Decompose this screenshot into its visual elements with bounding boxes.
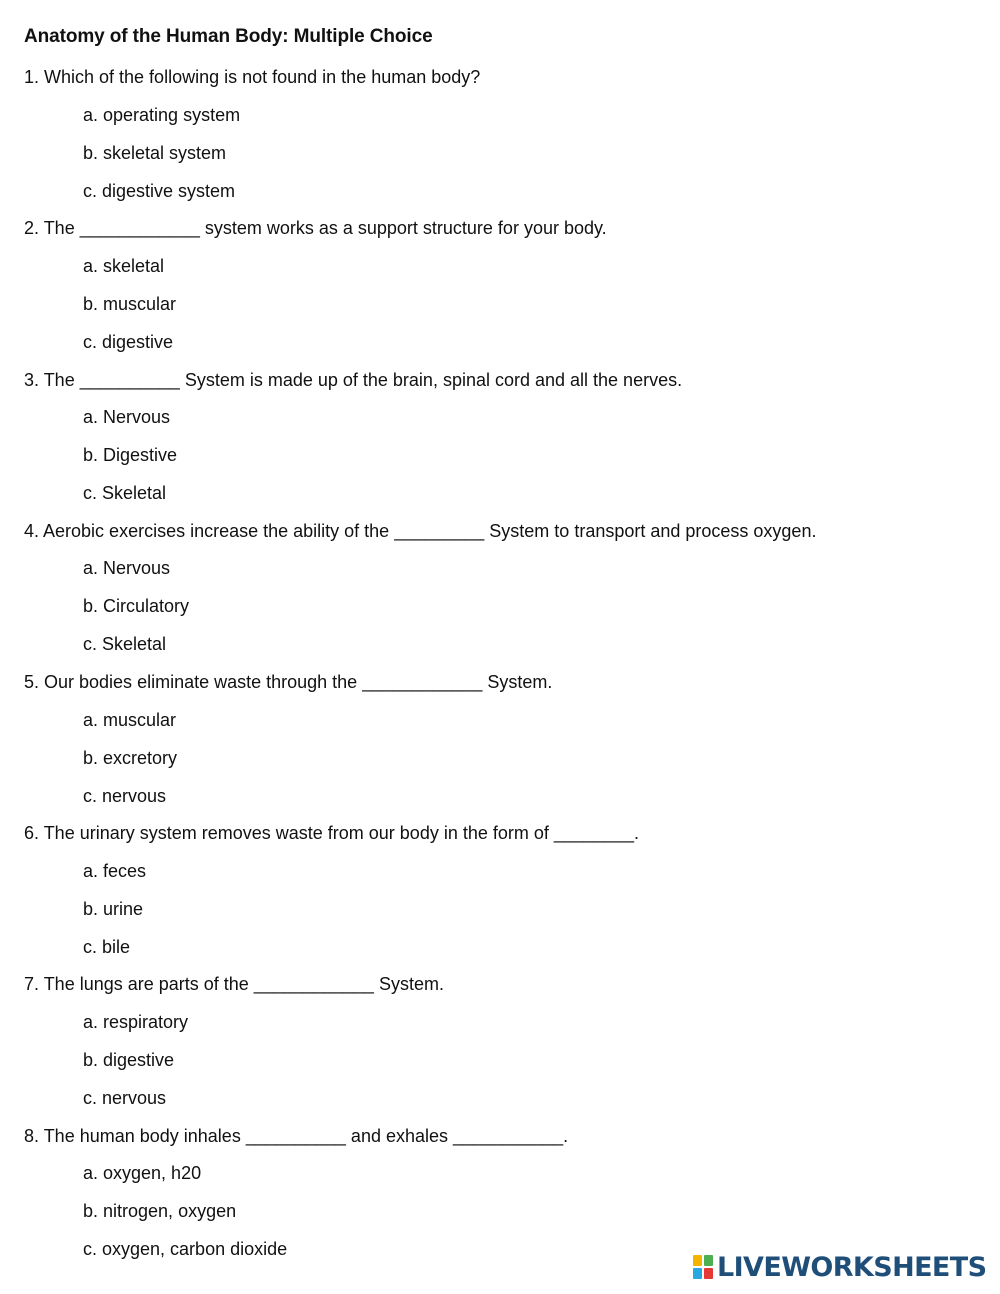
liveworksheets-logo-text: LIVEWORKSHEETS [717, 1252, 987, 1283]
question-1: 1. Which of the following is not found in the human body? [24, 67, 481, 87]
question-4: 4. Aerobic exercises increase the ability of the _________ System to transport and process oxygen. [24, 521, 817, 541]
option-1c[interactable]: c. digestive system [83, 181, 236, 201]
option-1a[interactable]: a. operating system [83, 105, 241, 125]
option-2a[interactable]: a. skeletal [83, 256, 165, 276]
question-5: 5. Our bodies eliminate waste through the ____________ System. [24, 672, 553, 692]
option-8b[interactable]: b. nitrogen, oxygen [83, 1201, 237, 1221]
option-4c[interactable]: c. Skeletal [83, 634, 167, 654]
question-8: 8. The human body inhales __________ and exhales ___________. [24, 1126, 569, 1146]
question-6: 6. The urinary system removes waste from our body in the form of ________. [24, 823, 639, 843]
option-6a[interactable]: a. feces [83, 861, 147, 881]
option-5c[interactable]: c. nervous [83, 786, 167, 806]
option-7a[interactable]: a. respiratory [83, 1012, 189, 1032]
option-8a[interactable]: a. oxygen, h20 [83, 1163, 202, 1183]
option-2c[interactable]: c. digestive [83, 332, 174, 352]
liveworksheets-logo-icon [693, 1255, 715, 1281]
worksheet-title: Anatomy of the Human Body: Multiple Choice [24, 26, 433, 47]
option-3b[interactable]: b. Digestive [83, 445, 178, 465]
option-1b[interactable]: b. skeletal system [83, 143, 227, 163]
option-3c[interactable]: c. Skeletal [83, 483, 167, 503]
option-5b[interactable]: b. excretory [83, 748, 178, 768]
option-2b[interactable]: b. muscular [83, 294, 177, 314]
liveworksheets-logo [693, 1253, 986, 1283]
option-3a[interactable]: a. Nervous [83, 407, 171, 427]
option-5a[interactable]: a. muscular [83, 710, 177, 730]
question-3: 3. The __________ System is made up of the brain, spinal cord and all the nerves. [24, 370, 683, 390]
option-7c[interactable]: c. nervous [83, 1088, 167, 1108]
option-7b[interactable]: b. digestive [83, 1050, 175, 1070]
option-6c[interactable]: c. bile [83, 937, 131, 957]
option-4b[interactable]: b. Circulatory [83, 596, 190, 616]
option-4a[interactable]: a. Nervous [83, 558, 171, 578]
option-8c[interactable]: c. oxygen, carbon dioxide [83, 1239, 288, 1259]
option-6b[interactable]: b. urine [83, 899, 144, 919]
question-7: 7. The lungs are parts of the ____________ System. [24, 974, 444, 994]
question-2: 2. The ____________ system works as a support structure for your body. [24, 218, 607, 238]
